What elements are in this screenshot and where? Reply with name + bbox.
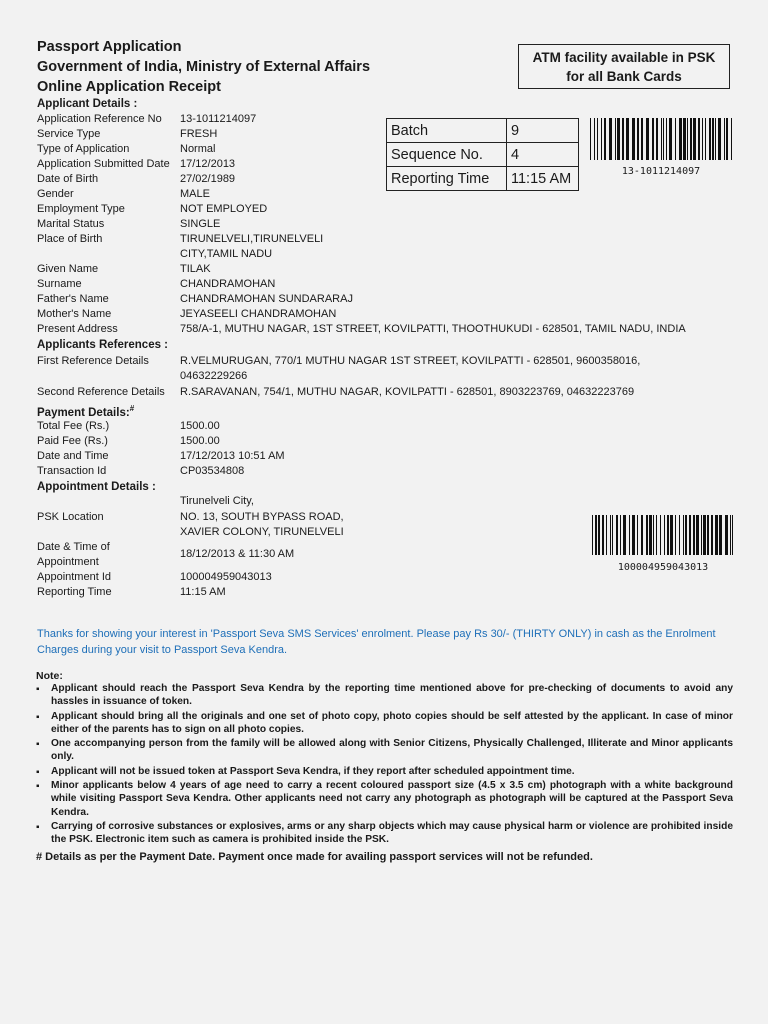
barcode-bar xyxy=(711,515,713,555)
header-ministry: Government of India, Ministry of External Affairs xyxy=(37,59,371,75)
barcode-bar xyxy=(715,118,716,160)
payment-details-heading xyxy=(37,404,134,419)
barcode-bar xyxy=(653,515,654,555)
psk-location-line3: XAVIER COLONY, TIRUNELVELI xyxy=(180,526,344,538)
barcode-bar xyxy=(683,118,686,160)
barcode-bar xyxy=(641,515,643,555)
barcode-bar xyxy=(666,118,667,160)
barcode-bar xyxy=(687,118,688,160)
appointment-reporting-value: 11:15 AM xyxy=(180,586,226,598)
barcode-bar xyxy=(646,118,649,160)
barcode-bar xyxy=(726,118,728,160)
appointment-id-label: Appointment Id xyxy=(37,571,111,583)
barcode-bar xyxy=(616,515,618,555)
barcode-bar xyxy=(598,515,600,555)
appointment-details-heading: Appointment Details : xyxy=(37,481,156,493)
barcode-bar xyxy=(622,118,624,160)
barcode-bar xyxy=(656,118,658,160)
barcode-bar xyxy=(649,515,652,555)
note-item: ▪ One accompanying person from the family will be allowed along with Senior Citizens, Physically Challenged, Illiterate and Minor applicants only. xyxy=(36,737,733,764)
appointment-datetime-label: Date & Time of xyxy=(37,541,110,553)
barcode-bar xyxy=(597,118,598,160)
appointment-id-value: 100004959043013 xyxy=(180,571,272,583)
batch-value: 9 xyxy=(507,119,579,143)
batch-label: Batch xyxy=(387,119,507,143)
barcode-bar xyxy=(715,515,718,555)
barcode-bar xyxy=(660,515,661,555)
notes-list xyxy=(36,682,733,848)
application-barcode-number: 13-1011214097 xyxy=(621,166,701,177)
second-reference-label: Second Reference Details xyxy=(37,386,165,398)
reporting-time-row xyxy=(387,167,579,191)
barcode-bar xyxy=(707,515,709,555)
barcode-bar xyxy=(656,515,657,555)
note-item: ▪ Applicant should bring all the originals and one set of photo copy, photo copies should be self attested by the applicant. In case of minor either of the parents has to sign on all photo copies. xyxy=(36,710,733,737)
barcode-bar xyxy=(637,515,638,555)
note-item: ▪ Applicant will not be issued token at Passport Seva Kendra, if they report after scheduled appointment time. xyxy=(36,765,733,778)
first-reference-value-line2: 04632229266 xyxy=(180,370,248,382)
barcode-bar xyxy=(703,515,706,555)
barcode-bar xyxy=(595,515,597,555)
barcode-bar xyxy=(652,118,654,160)
note-item: ▪ Carrying of corrosive substances or explosives, arms or any sharp objects which may cause physical harm or violence are prohibited inside the PSK. Electronic item such as camera is prohibited inside the PSK. xyxy=(36,820,733,847)
barcode-bar xyxy=(712,118,714,160)
atm-notice-line1: ATM facility available in PSK xyxy=(532,49,716,65)
payment-datetime-value: 17/12/2013 10:51 AM xyxy=(180,450,285,462)
barcode-bar xyxy=(669,118,672,160)
field-label: Employment Type xyxy=(37,203,125,215)
barcode-bar xyxy=(646,515,648,555)
barcode-bar xyxy=(670,515,673,555)
date-of-birth-value: 27/02/1989 xyxy=(180,173,236,185)
barcode-bar xyxy=(592,515,593,555)
barcode-bar xyxy=(615,118,616,160)
psk-location-label: PSK Location xyxy=(37,511,104,523)
employment-type-value: NOT EMPLOYED xyxy=(180,203,268,215)
barcode-bar xyxy=(601,118,602,160)
sms-services-notice: Thanks for showing your interest in 'Passport Seva SMS Services' enrolment. Please pay Rs 30/- (THIRTY ONLY) in cash as the Enrolment Charges during your visit to Passport Seva Kendra. xyxy=(37,628,716,656)
field-label: Father's Name xyxy=(37,293,109,305)
atm-notice-line2: for all Bank Cards xyxy=(566,68,682,84)
barcode-bar xyxy=(610,515,611,555)
barcode-bar xyxy=(612,515,613,555)
psk-location-line1: Tirunelveli City, xyxy=(180,495,254,507)
field-label: Type of Application xyxy=(37,143,130,155)
mothers-name-value: JEYASEELI CHANDRAMOHAN xyxy=(180,308,337,320)
appointment-datetime-label-line2: Appointment xyxy=(37,556,99,568)
barcode-bar xyxy=(626,118,629,160)
barcode-bar xyxy=(683,515,684,555)
barcode-bar xyxy=(637,118,639,160)
field-label: Place of Birth xyxy=(37,233,103,245)
barcode-bar xyxy=(604,118,606,160)
barcode-bar xyxy=(623,515,626,555)
field-label: Present Address xyxy=(37,323,118,335)
barcode-bar xyxy=(590,118,591,160)
barcode-bar xyxy=(675,515,676,555)
field-label: Given Name xyxy=(37,263,99,275)
barcode-bar xyxy=(663,118,664,160)
header-receipt-title: Online Application Receipt xyxy=(37,79,221,95)
barcode-bar xyxy=(725,515,728,555)
appointment-reporting-label: Reporting Time xyxy=(37,586,112,598)
applicant-details-heading: Applicant Details : xyxy=(37,98,138,110)
payment-heading-mark: # xyxy=(129,404,135,413)
appointment-barcode-number: 100004959043013 xyxy=(617,562,709,573)
field-label: Mother's Name xyxy=(37,308,112,320)
field-label: Service Type xyxy=(37,128,101,140)
payment-heading-text: Payment Details: xyxy=(37,406,130,419)
field-label: Paid Fee (Rs.) xyxy=(37,435,108,447)
barcode-bar xyxy=(696,515,699,555)
reporting-time-value: 11:15 AM xyxy=(507,167,579,191)
field-label: Gender xyxy=(37,188,74,200)
appointment-barcode xyxy=(592,515,734,555)
barcode-bar xyxy=(594,118,595,160)
barcode-bar xyxy=(719,515,722,555)
barcode-bar xyxy=(724,118,725,160)
barcode-bar xyxy=(685,515,687,555)
barcode-bar xyxy=(679,515,680,555)
sequence-value: 4 xyxy=(507,143,579,167)
barcode-bar xyxy=(641,118,643,160)
sequence-label: Sequence No. xyxy=(387,143,507,167)
place-of-birth-value: TIRUNELVELI,TIRUNELVELI xyxy=(180,233,324,245)
gender-value: MALE xyxy=(180,188,210,200)
barcode-bar xyxy=(709,118,711,160)
transaction-id-value: CP03534808 xyxy=(180,465,245,477)
references-heading: Applicants References : xyxy=(37,339,169,351)
barcode-bar xyxy=(620,515,621,555)
barcode-bar xyxy=(667,515,669,555)
barcode-bar xyxy=(675,118,676,160)
sequence-row xyxy=(387,143,579,167)
present-address-value: 758/A-1, MUTHU NAGAR, 1ST STREET, KOVILPATTI, THOOTHUKUDI - 628501, TAMIL NADU, INDIA xyxy=(180,323,686,335)
second-reference-value: R.SARAVANAN, 754/1, MUTHU NAGAR, KOVILPATTI - 628501, 8903223769, 04632223769 xyxy=(180,386,635,398)
first-reference-label: First Reference Details xyxy=(37,355,149,367)
psk-location-line2: NO. 13, SOUTH BYPASS ROAD, xyxy=(180,511,344,523)
note-item: ▪ Minor applicants below 4 years of age need to carry a recent coloured passport size (4.5 x 3.5 cm) photograph with a white background while visiting Passport Seva Kendra. Other applicants need not carry any photograph as photograph will be captured at the Passport Seva Kendra. xyxy=(36,779,733,819)
barcode-bar xyxy=(664,515,665,555)
batch-info-table xyxy=(386,118,579,191)
application-type-value: Normal xyxy=(180,143,216,155)
note-item: ▪ Applicant should reach the Passport Seva Kendra by the reporting time mentioned above for pre-checking of documents to avoid any hassles in issuance of token. xyxy=(36,682,733,709)
barcode-bar xyxy=(693,515,695,555)
place-of-birth-value-line2: CITY,TAMIL NADU xyxy=(180,248,273,260)
barcode-bar xyxy=(609,118,612,160)
field-label: Date and Time xyxy=(37,450,109,462)
notes-title: Note: xyxy=(36,670,63,682)
barcode-bar xyxy=(718,118,721,160)
appointment-datetime-value: 18/12/2013 & 11:30 AM xyxy=(180,548,295,560)
barcode-bar xyxy=(730,515,731,555)
application-reference-value: 13-1011214097 xyxy=(180,113,257,125)
barcode-bar xyxy=(702,118,703,160)
service-type-value: FRESH xyxy=(180,128,218,140)
field-label: Application Reference No xyxy=(37,113,162,125)
barcode-bar xyxy=(606,515,607,555)
paid-fee-value: 1500.00 xyxy=(180,435,220,447)
barcode-bar xyxy=(629,515,630,555)
field-label: Date of Birth xyxy=(37,173,99,185)
barcode-bar xyxy=(632,515,635,555)
first-reference-value: R.VELMURUGAN, 770/1 MUTHU NAGAR 1ST STREET, KOVILPATTI - 628501, 9600358016, xyxy=(180,355,641,367)
reporting-time-label: Reporting Time xyxy=(387,167,507,191)
atm-notice-box xyxy=(518,44,730,89)
batch-row xyxy=(387,119,579,143)
marital-status-value: SINGLE xyxy=(180,218,221,230)
surname-value: CHANDRAMOHAN xyxy=(180,278,276,290)
barcode-bar xyxy=(701,515,702,555)
application-barcode xyxy=(590,118,732,160)
submitted-date-value: 17/12/2013 xyxy=(180,158,236,170)
field-label: Application Submitted Date xyxy=(37,158,170,170)
barcode-bar xyxy=(689,515,691,555)
field-label: Total Fee (Rs.) xyxy=(37,420,110,432)
field-label: Marital Status xyxy=(37,218,105,230)
barcode-bar xyxy=(632,118,635,160)
barcode-bar xyxy=(693,118,696,160)
barcode-bar xyxy=(661,118,662,160)
barcode-bar xyxy=(690,118,692,160)
barcode-bar xyxy=(698,118,700,160)
total-fee-value: 1500.00 xyxy=(180,420,220,432)
header-title: Passport Application xyxy=(37,39,182,55)
barcode-bar xyxy=(732,515,733,555)
barcode-bar xyxy=(731,118,732,160)
barcode-bar xyxy=(617,118,620,160)
given-name-value: TILAK xyxy=(180,263,211,275)
fathers-name-value: CHANDRAMOHAN SUNDARARAJ xyxy=(180,293,353,305)
barcode-bar xyxy=(705,118,706,160)
footer-refund-notice: # Details as per the Payment Date. Payment once made for availing passport services will not be refunded. xyxy=(36,851,593,863)
barcode-bar xyxy=(679,118,682,160)
field-label: Transaction Id xyxy=(37,465,107,477)
field-label: Surname xyxy=(37,278,82,290)
barcode-bar xyxy=(602,515,604,555)
